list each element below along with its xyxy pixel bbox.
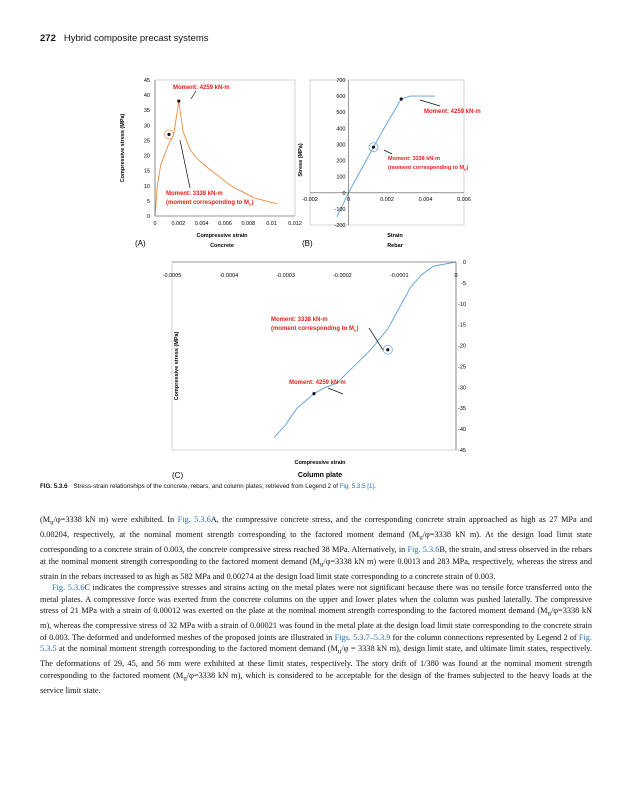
chart-a-annot-factored-end: ): [251, 200, 254, 206]
p2-link-fig-5-3-5[interactable]: Fig. 5.3.5: [40, 632, 593, 654]
chart-a-series: [155, 100, 278, 216]
p1-s10: /φ=3338 kN m) were 0.0013 and 283 MPa, respectively, whereas the stress and strain in the rebars increased to as high as 582 MPa and 0.00274 at the design load limit state corresponding to a concrete strain of 0.003.: [40, 556, 592, 581]
chart-b-ytick-label: 200: [336, 158, 346, 165]
chart-c-ytick-label: -45: [458, 448, 466, 454]
chart-b-annot-factored-sub: u: [464, 166, 467, 172]
chart-b-ytick-label: -200: [334, 223, 346, 229]
p2-s5: for the column connections represented by Legend 2 of: [390, 632, 579, 642]
caption-figure-link[interactable]: Fig. 5.3.5: [339, 483, 366, 490]
chart-b-annot-factored-end: ): [466, 165, 469, 171]
chart-c-ytick-label: -40: [458, 427, 466, 434]
chart-a-ytick-label: 25: [143, 138, 150, 145]
chart-c-annot-ultimate: Moment: 4259 kN-m: [289, 380, 346, 386]
chart-b-xtick-label: -0.002: [302, 196, 318, 203]
chart-c-xtick-label: -0.0002: [333, 273, 352, 279]
chart-c-ylabel: Compressive stress (MPa): [174, 331, 180, 401]
chart-c-series: [274, 262, 456, 438]
p2-s3: /φ=3338 kN m), whereas the compressive stress of 32 MPa with a strain of 0.00021 was found in the metal plate at the design load limit state corresponding to the concrete strain of 0.003. The deformed and undeformed meshes of the proposed joints are illustrated in: [40, 606, 592, 642]
p1-s4: A, the compressive concrete stress, and the corresponding concrete strain approached as high as 27 MPa and 0.00204, respectively, at the nominal moment strength corresponding to the factored moment demand (M: [40, 515, 592, 540]
chart-b: [298, 78, 481, 249]
chart-b-ticks: [302, 78, 471, 229]
p1-s6: /φ=3338 kN m). At the design load limit state corresponding to a concrete strain of 0.003, the concrete compressive stress reached 38 MPa. Alternatively, in: [40, 530, 592, 555]
chart-a-xtick-label: 0.012: [288, 221, 302, 227]
caption-ref-link[interactable]: [1]: [367, 483, 375, 490]
chart-b-ytick-label: 0: [342, 190, 346, 197]
chart-c-xtick-label: 0: [454, 273, 458, 279]
p2-s10: u: [183, 675, 187, 683]
chart-c-panel-label: (C): [172, 471, 184, 480]
chart-a-annot-factored-2a: (moment corresponding to M: [166, 200, 249, 206]
body-text: [40, 514, 592, 696]
chart-c-ytick-label: -5: [461, 280, 466, 287]
p1-s2: /φ=3338 kN m) were exhibited. In: [53, 515, 178, 524]
p1-s5: u: [419, 534, 423, 542]
chart-a-title: Concrete: [210, 243, 234, 249]
p1-link-fig-5-3-6b[interactable]: Fig. 5.3.6: [407, 545, 440, 555]
chart-a-ytick-label: 35: [143, 108, 150, 115]
chart-a-xtick-label: 0.002: [171, 221, 186, 227]
chart-b-point: [400, 97, 403, 100]
chart-c-arrow-ultimate: [328, 388, 343, 394]
chart-c-line: [274, 262, 456, 438]
chart-a-point: [167, 133, 170, 136]
chart-c-ticks: [163, 260, 466, 454]
chart-c-annot-factored-sub: u: [354, 327, 357, 333]
chart-a-ytick-label: 20: [143, 153, 150, 160]
p2-s2: u: [547, 610, 551, 618]
chart-b-ytick-label: -100: [334, 206, 346, 213]
chart-a-ytick-label: 45: [143, 78, 150, 84]
chart-b-panel-label: (B): [302, 239, 313, 248]
p1-s8: B, the strain, and stress observed in the rebars at the nominal moment strength corresponding to the factored moment demand (M: [40, 545, 593, 566]
chart-c-ytick-label: 0: [462, 260, 466, 266]
chart-c-title: Column plate: [297, 472, 343, 479]
chart-a-ytick-label: 30: [143, 123, 150, 130]
chart-a-xtick-label: 0.01: [266, 221, 278, 227]
chart-c-xtick-label: -0.0004: [219, 273, 239, 279]
chart-a-ytick-label: 0: [146, 214, 150, 220]
chart-b-ytick-label: 300: [336, 142, 346, 149]
chart-b-annot-ultimate: Moment: 4259 kN-m: [424, 109, 481, 115]
chart-c-ytick-label: -25: [458, 364, 466, 371]
p1-s0: (M: [40, 515, 51, 524]
chart-b-xtick-label: 0: [346, 196, 351, 203]
chart-a: [120, 78, 302, 249]
chart-a-ytick-label: 10: [143, 183, 150, 190]
chart-b-arrow-factored: [384, 150, 392, 154]
chart-c-xtick-label: -0.0003: [276, 273, 295, 279]
chart-c-annot-factored-2a: (moment corresponding to M: [271, 326, 354, 332]
chart-a-annot-ultimate: Moment: 4259 kN-m: [173, 85, 230, 91]
chart-c-annot-factored-1: Moment: 3338 kN-m: [271, 317, 328, 323]
chart-c-annot-factored-end: ): [356, 326, 359, 332]
chart-a-line: [155, 101, 278, 216]
chart-c-xtick-label: -0.0001: [389, 273, 409, 279]
chart-a-ylabel: Compressive stress (MPa): [120, 113, 126, 183]
caption-end: .: [374, 483, 376, 490]
p2-link-figs-5-3-7-9[interactable]: Figs. 5.3.7–5.3.9: [334, 632, 391, 642]
chart-a-annot-factored-1: Moment: 3338 kN-m: [166, 191, 223, 197]
chart-b-ytick-label: 500: [336, 110, 346, 117]
p1-s9: u: [319, 561, 324, 569]
chart-b-title: Rebar: [387, 243, 403, 249]
p1-s1: u: [50, 519, 54, 527]
chart-c-arrow-factored: [369, 328, 383, 350]
chart-a-point: [177, 100, 180, 103]
chart-c-xlabel: Compressive strain: [294, 460, 346, 466]
chart-a-xtick-label: 0.004: [194, 221, 209, 227]
caption-text: Stress-strain relationships of the concrete, rebars, and column plates; retrieved from Legend 2 of: [73, 483, 340, 490]
chart-a-annot-factored-sub: u: [249, 201, 252, 207]
chart-c-ytick-label: -35: [458, 406, 466, 413]
chart-a-annot-factored-2: [166, 200, 253, 207]
chart-a-ytick-label: 15: [143, 168, 150, 175]
chart-b-ytick-label: 100: [336, 174, 346, 181]
p2-s1: C indicates the compressive stresses and strains acting on the metal plates were not significant because there was no tensile force transferred onto the metal plates. A compressive force was exerted from the concrete columns on the upper and lower plates when the column was pushed laterally. The compressive stress of 21 MPa with a strain of 0.00012 was exerted on the plate at the nominal moment strength corresponding to the factored moment demand (M: [40, 583, 592, 616]
chart-b-ytick-label: 700: [336, 78, 346, 84]
chart-a-xtick-label: 0.008: [241, 221, 256, 227]
chart-b-xtick-label: 0.004: [418, 196, 433, 203]
chart-c-xtick-label: -0.0005: [162, 273, 182, 279]
chart-a-arrow-factored: [180, 140, 190, 188]
chart-b-xtick-label: 0.006: [457, 196, 471, 203]
chart-b-point: [372, 146, 375, 149]
chart-c-annot-factored-2: [271, 326, 358, 333]
chart-a-xtick-label: 0.006: [218, 221, 232, 227]
chart-b-ylabel: Stress (MPa): [298, 143, 304, 177]
chart-b-annot-factored-2: [388, 165, 469, 172]
p2-link-fig-5-3-6c[interactable]: Fig. 5.3.6: [52, 583, 85, 593]
chart-c-ytick-label: -15: [458, 322, 466, 329]
chart-c-ytick-label: -10: [458, 301, 466, 308]
paragraph-1: [40, 514, 592, 582]
chart-b-xtick-label: 0.002: [380, 196, 394, 203]
chart-a-xlabel: Compressive strain: [196, 233, 248, 239]
caption-figure-number: FIG. 5.3.6: [40, 483, 68, 490]
chart-c-point: [312, 392, 315, 395]
chart-c-ytick-label: -20: [458, 343, 466, 350]
chart-a-arrow-ultimate: [191, 91, 196, 99]
running-title: Hybrid composite precast systems: [63, 33, 209, 44]
paragraph-2: [40, 582, 592, 696]
chart-c-ytick-label: -30: [458, 385, 466, 392]
chart-b-ytick-label: 600: [336, 94, 346, 101]
chart-b-arrow-ultimate: [420, 100, 440, 106]
chart-a-panel-label: (A): [135, 239, 146, 248]
chart-b-plot-area: [310, 80, 464, 225]
p2-s9: /φ = 3338 kN m), design limit state, and ultimate limit states, respectively. The deformations of 29, 45, and 56 mm were exhibited at these limit states, respectively. The story drift of 1/380 was found at the nominal moment strength corresponding to the factored moment (M: [40, 644, 592, 680]
chart-c-point: [386, 348, 389, 351]
p2-s8: u: [337, 648, 342, 656]
page-number: 272: [40, 33, 56, 44]
chart-c-plot-area: [172, 262, 456, 450]
p2-s7: at the nominal moment strength corresponding to the factored moment demand (M: [56, 644, 338, 654]
chart-b-annot-factored-1: Moment: 3338 kN-m: [388, 156, 440, 162]
chart-b-annot-factored-2a: (moment corresponding to M: [388, 165, 465, 171]
chart-a-ytick-label: 40: [143, 93, 150, 100]
chart-b-ytick-label: 400: [336, 126, 346, 133]
p2-s11: /φ=3338 kN m), which is considered to be acceptable for the design of the frames subjected to the heavy loads at the service limit state.: [40, 670, 592, 695]
chart-a-xtick-label: 0: [153, 221, 157, 227]
chart-b-xlabel: Strain: [387, 233, 403, 239]
chart-c: [163, 260, 466, 480]
p1-link-fig-5-3-6a[interactable]: Fig. 5.3.6: [177, 515, 211, 524]
chart-a-ytick-label: 5: [146, 198, 150, 205]
figure-caption: [40, 483, 600, 490]
